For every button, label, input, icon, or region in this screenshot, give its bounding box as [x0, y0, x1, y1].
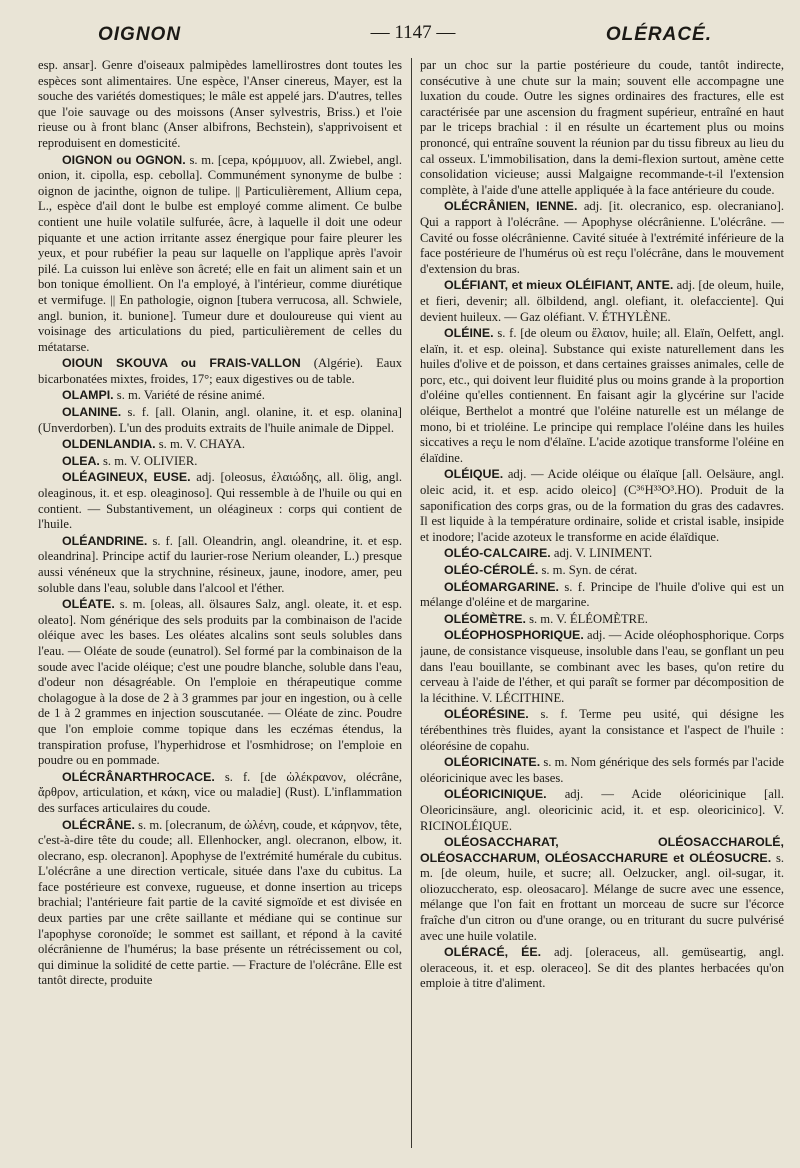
dictionary-entry: [420, 755, 784, 786]
entry-definition: s. f. [de oleum ou ἔλαιον, huile; all. Elaïn, Oelfett, angl. elaïn, it. et esp. oleina]. Substance qui existe naturellement dans les huiles d'olive et de poisson, et dans certaines graisses animales, celle de porc, etc., qui doivent leur fluidité plus ou moins grande à la proportion d'oléine qu'elles contiennent. En faisant agir la glycérine sur l'acide oléique, Berthelot a montré que l'oléine naturelle est un mélange de mono, bi et trioléine. Le principe qui remplace l'oléine dans les huiles siccatives a reçu le nom d'élaïne. L'acide azotique transforme l'oléine en élaïdine.: [420, 326, 784, 465]
entry-definition: s. f. Principe de l'huile d'olive qui est un mélange d'oléine et de margarine.: [420, 579, 784, 610]
dictionary-entry: [38, 356, 402, 387]
entry-headword: OLÉORICINIQUE.: [444, 787, 547, 802]
entry-definition: adj. — Acide oléophosphorique. Corps jaune, de consistance visqueuse, insoluble dans l'eau, se gonflant un peu dans l'eau bouillante, se combinant avec les bases, qu'on retire du cerveau à l'aide de l'éther, et qui paraît se former par décomposition de la lécithine. V. LÉCITHINE.: [420, 628, 784, 705]
entry-headword: OLÉORICINATE.: [444, 755, 541, 770]
entry-headword: OIGNON ou OGNON.: [62, 152, 186, 167]
entry-definition: par un choc sur la partie postérieure du coude, tantôt indirecte, consécutive à une chute sur la main; souvent elle accompagne une luxation du coude. Outre les signes ordinaires des fractures, elle est caractérisée par une ascension du fragment supérieur, entraîné en haut par le triceps brachial : il en résulte un écartement plus ou moins prononcé, qui entraîne souvent la réunion par du tissu fibreux au lieu du cal osseux. L'immobilisation, dans la demi-flexion surtout, amène cette consolidation vicieuse; aussi Malgaigne recommande-t-il l'extension complète, à l'aide d'une attelle appliquée à la face antérieure du coude.: [420, 58, 784, 197]
right-column: [420, 58, 784, 1158]
entry-definition: adj. [it. olecranico, esp. olecraniano]. Qui a rapport à l'olécrâne. — Apophyse olécrânienne. L'olécrâne. — Cavité ou fosse olécrânienne. Cavité située à l'extrémité inférieure de la face postérieure de l'humérus où est reçu l'olécrâne, dans le mouvement d'extension du bras.: [420, 199, 784, 276]
entry-headword: OLÉOPHOSPHORIQUE.: [444, 628, 584, 643]
entry-headword: OLÉO-CALCAIRE.: [444, 546, 551, 561]
entry-headword: OLDENLANDIA.: [62, 437, 156, 452]
dictionary-entry: [38, 437, 402, 453]
dictionary-entry: [38, 470, 402, 532]
entry-definition: (Algérie). Eaux bicarbonatées mixtes, froides, 17°; eaux digestives ou de table.: [38, 356, 402, 386]
entry-headword: OIOUN SKOUVA ou FRAIS-VALLON: [62, 356, 301, 371]
dictionary-entry: [420, 278, 784, 325]
dictionary-entry: [38, 153, 402, 356]
entry-headword: OLÉRACÉ, ÉE.: [444, 945, 542, 960]
dictionary-entry: [420, 580, 784, 611]
entry-definition: adj. [de oleum, huile, et fieri, devenir; all. ölbildend, angl. olefiant, it. olefacciente]. Qui devient huileux. — Gaz oléfiant. V. ÉTHYLÈNE.: [420, 278, 784, 324]
entry-definition: s. m. V. CHAYA.: [158, 437, 245, 452]
entry-definition: s. m. V. OLIVIER.: [103, 453, 198, 468]
entry-definition: adj. [oleraceus, all. gemüseartig, angl. oleraceous, it. et esp. oleraceo]. Se dit des plantes herbacées qu'on emploie à titre d'aliment.: [420, 945, 784, 991]
running-head: [38, 20, 782, 58]
dictionary-entry: [420, 563, 784, 579]
entry-headword: OLÉAGINEUX, EUSE.: [62, 470, 191, 485]
dictionary-entry: [420, 628, 784, 706]
dictionary-entry: [38, 818, 402, 990]
dictionary-entry: [420, 326, 784, 466]
entry-headword: OLÉCRÂNE.: [62, 817, 135, 832]
dictionary-entry: [38, 388, 402, 404]
dictionary-entry: [420, 707, 784, 754]
entry-headword: OLÉORÉSINE.: [444, 707, 529, 722]
dictionary-entry: [38, 770, 402, 817]
entry-definition: s. m. Syn. de cérat.: [541, 563, 638, 577]
dictionary-entry: [420, 787, 784, 834]
entry-definition: s. f. Terme peu usité, qui désigne les térébenthines très fluides, ayant la consistance et l'aspect de l'huile : oléorésine de copahu.: [420, 707, 784, 753]
entry-definition: s. m. V. ÉLÉOMÈTRE.: [529, 611, 648, 626]
entry-definition: s. f. [all. Oleandrin, angl. oleandrine, it. et esp. oleandrina]. Principe actif du laurier-rose Nerium oleander, L.) presque aussi vénéneux que la strychnine, résineux, jaune, inodore, amer, peu soluble dans l'eau, soluble dans l'alcool et l'éther.: [38, 533, 402, 595]
entry-headword: OLÉATE.: [62, 597, 115, 612]
entry-definition: s. m. Variété de résine animé.: [116, 388, 265, 403]
dictionary-entry: [420, 546, 784, 562]
entry-headword: OLÉO-CÉROLÉ.: [444, 563, 539, 577]
entry-headword: OLÉCRÂNIEN, IENNE.: [444, 199, 578, 214]
dictionary-entry: [38, 454, 402, 470]
dictionary-entry: [420, 612, 784, 628]
dictionary-entry: [38, 597, 402, 769]
page-number: — 1147 —: [370, 22, 456, 43]
entry-definition: adj. [oleosus, ἐλαιώδης, all. ölig, angl. oleaginous, it. et esp. oleaginoso]. Qui ressemble à de l'huile ou qui en contient. — Substantivement, un oléagineux : corps qui contient de l'huile.: [38, 470, 402, 532]
entry-definition: adj. V. LINIMENT.: [553, 546, 653, 561]
entry-definition: s. m. [oleas, all. ölsaures Salz, angl. oleate, it. et esp. oleato]. Nom générique des sels produits par la combinaison de l'acide oléique avec les bases. Les oléates alcalins sont seuls solubles dans l'eau. — Oléate de soude (eunatrol). Sel formé par la combinaison de la soude avec l'acide oléique; c'est une poudre blanche, soluble dans l'eau, d'odeur non désagréable. On l'emploie en thérapeutique comme cholagogue à la dose de 2 à 3 grammes par jour en ingestion, ou à celle de 1 à 2 grammes en injection souscutanée. — Oléate de zinc. Poudre que l'on emploie comme topique dans les eczémas étendus, la transpiration profuse, l'hyperhidrose et l'osmhidrose; on l'emploie en poudre ou en pommade.: [38, 597, 402, 768]
entry-definition: adj. — Acide oléique ou élaïque [all. Oelsäure, angl. oleic acid, it. et esp. acido oleico] (C³⁶H³³O³.HO). Produit de la saponification des corps gras, ou de la formation du gras des cadavres. Il est liquide à la température ordinaire, solide et cristal isable, insipide et inodore; l'acide azoteux le transforme en acide élaïdique.: [420, 467, 784, 544]
entry-headword: OLÉOMÈTRE.: [444, 611, 526, 626]
entry-definition: s. m. [olecranum, de ὠλένη, coude, et κάρηνον, tête, c'est-à-dire tête du coude; all. Ellenhocker, angl. olecranon, elbow, it. olecrano, esp. olecranon]. Apophyse de l'extrémité humérale du cubitus. L'olécrâne a une direction verticale, située dans l'axe du cubitus. La face postérieure est convexe, rugueuse, et donne insertion au triceps brachial; l'antérieure fait partie de la cavité sigmoïde et est divisée en deux parties par une crête saillante et médiane qui se continue sur l'apophyse coronoïde; le sommet est saillant, et répond à la cavité olécrânienne de l'humérus; la base présente un rétrécissement ou col, qui diminue la solidité de cette partie. — Fracture de l'olécrâne. Elle est tantôt directe, produite: [38, 817, 402, 988]
entry-headword: OLÉOSACCHARAT, OLÉOSACCHAROLÉ, OLÉOSACCHARUM, OLÉOSACCHARURE et OLÉOSUCRE.: [420, 835, 784, 865]
left-column: [38, 58, 402, 1158]
entry-headword: OLÉIQUE.: [444, 467, 504, 482]
dictionary-entry: [420, 945, 784, 992]
entry-headword: OLÉCRÂNARTHROCACE.: [62, 769, 215, 784]
entry-definition: esp. ansar]. Genre d'oiseaux palmipèdes lamellirostres dont toutes les espèces sont alimentaires. Une espèce, l'Anser cinereus, Mayer, est la souche des variétés domestiques; le mâle est appelé jars. D'autres, telles que l'oie sauvage ou des moissons (Anser sylvestris, Briss.) et l'oie rieuse ou à front blanc (Anser albifrons, Bechstein), s'apprivoisent et reproduisent en domesticité.: [38, 58, 402, 150]
entry-headword: OLÉFIANT, et mieux OLÉIFIANT, ANTE.: [444, 278, 674, 293]
dictionary-entry: [38, 534, 402, 596]
entry-definition: s. m. Nom générique des sels formés par l'acide oléoricinique avec les bases.: [420, 755, 784, 785]
dictionary-entry: [38, 58, 402, 152]
entry-headword: OLAMPI.: [62, 388, 114, 403]
entry-headword: OLÉINE.: [444, 326, 494, 341]
dictionary-entry: [38, 405, 402, 436]
entry-definition: adj. — Acide oléoricinique [all. Oleoricinsäure, angl. oleoricinic acid, it. et esp. oleoricinico]. V. RICINOLÉIQUE.: [420, 787, 784, 833]
entry-definition: s. m. [cepa, κρόμμυον, all. Zwiebel, angl. onion, it. cipolla, esp. cebolla]. Communément synonyme de bulbe : oignon de jacinthe, oignon de tulipe. || Particulièrement, Allium cepa, L., espèce d'ail dont le bulbe est employé comme aliment. Ce bulbe contient une huile volatile sulfurée, âcre, à laquelle il doit une odeur piquante et une action irritante assez énergique pour faire pleurer les yeux, et pour rubéfier la peau sur laquelle on l'applique après l'avoir pilé. La cuisson lui enlève son âcreté; elle en fait un aliment sain et un bon tonique émollient. On l'a employé, à l'intérieur, comme diurétique et vermifuge. || En pathologie, oignon [tubera verrucosa, all. Schwiele, angl. bunion, it. bunione]. Tumeur dure et douloureuse qui vient au voisinage des articulations du pied, particulièrement de celles du métatarse.: [38, 152, 402, 354]
entry-definition: s. m. [de oleum, huile, et sucre; all. Oelzucker, angl. oil-sugar, it. oliozuccherato, esp. oleosacaro]. Mélange de sucre avec une essence, mélange que l'on fait en frottant un morceau de sucre sur l'écorce fraîche d'un citron ou d'une orange, ou en triturant du sucre pulvérisé avec une huile volatile.: [420, 850, 784, 943]
header-right-word: OLÉRACÉ.: [605, 24, 712, 45]
entry-headword: OLEA.: [62, 453, 100, 468]
entry-headword: OLÉOMARGARINE.: [444, 579, 559, 594]
entry-definition: s. f. [all. Olanin, angl. olanine, it. et esp. olanina] (Unverdorben). L'un des produits extraits de l'huile animale de Dippel.: [38, 405, 402, 435]
entry-definition: s. f. [de ὠλέκρανον, olécrâne, ἄρθρον, articulation, et κάκη, vice ou maladie] (Rust). L'inflammation des surfaces articulaires du coude.: [38, 769, 402, 815]
two-column-body: [38, 58, 784, 1158]
dictionary-entry: [420, 58, 784, 198]
dictionary-entry: [420, 835, 784, 944]
dictionary-entry: [420, 467, 784, 545]
dictionary-entry: [420, 199, 784, 277]
column-divider: [411, 58, 412, 1148]
header-left-word: OIGNON: [98, 24, 182, 45]
entry-headword: OLÉANDRINE.: [62, 533, 148, 548]
entry-headword: OLANINE.: [62, 405, 122, 420]
